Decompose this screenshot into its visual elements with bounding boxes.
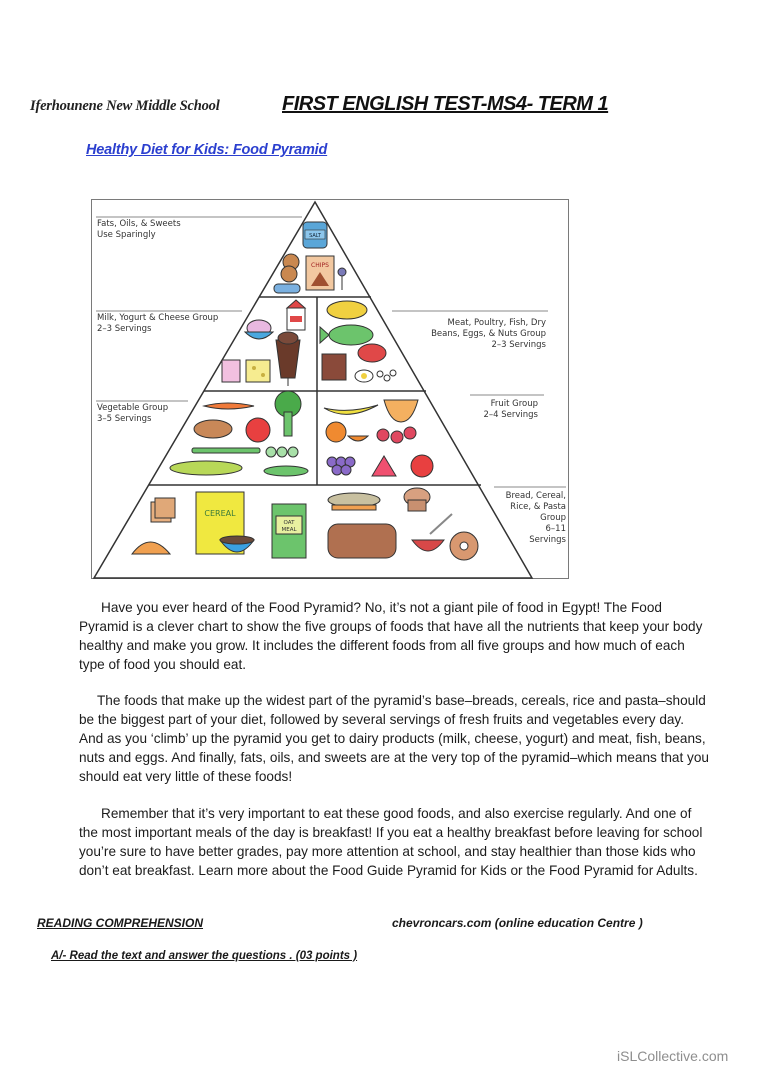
svg-text:CHIPS: CHIPS [311,262,329,269]
source-credit: chevroncars.com (online education Centre ) [392,916,643,930]
steak-icon [358,344,386,362]
svg-text:OAT: OAT [283,520,295,526]
group-label-vegetable: Vegetable Group 3–5 Servings [97,403,169,424]
food-pyramid-diagram [92,200,570,580]
group-label-meat: Meat, Poultry, Fish, Dry Beans, Eggs, & Nuts Group 2–3 Servings [431,318,546,350]
green-beans-icon [192,448,260,453]
potato-icon [194,420,232,438]
group-label-bread: Bread, Cereal, Rice, & Pasta Group 6–11 Servings [505,491,566,545]
paragraph-3: Remember that it’s very important to eat these good foods, and also exercise regularly. And one of the most important meals of the day is breakfast! If you eat a healthy breakfast before leaving for school you’re sure to have better grades, pay more attention at school, and stay healthier than those kids who don’t eat breakfast. Learn more about the Food Guide Pyramid for Kids or the Food Pyramid for Adults. [79,806,703,878]
svg-text:SALT: SALT [309,233,321,239]
oatmeal-box-icon [272,504,306,558]
svg-text:MEAL: MEAL [281,527,297,533]
food-pyramid-figure [91,199,569,579]
apple-icon [411,455,433,477]
chips-bag-icon [306,256,334,290]
watermark: iSLCollective.com [617,1048,729,1064]
cucumber-slices-icon [266,447,298,457]
salt-shaker-icon [303,222,327,248]
question-instruction: A/- Read the text and answer the questions . (03 points ) [51,950,358,962]
candy-icon [274,284,300,293]
group-label-fats: Fats, Oils, & Sweets Use Sparingly [97,219,181,240]
paragraph-2: The foods that make up the widest part of the pyramid’s base–breads, cereals, rice and pasta–should be the biggest part of your diet, followed by several servings of fresh fruits and vegetables every day. And as you ‘climb’ up the pyramid you get to dairy products (milk, cheese, yogurt) and meat, fish, beans, nuts and eggs. And finally, fats, oils, and sweets are at the very top of the pyramid–which means that you should eat very little of these foods! [79,693,709,784]
test-title: FIRST ENGLISH TEST-MS4- TERM 1 [282,93,609,115]
egg-icon [355,370,373,382]
bread-loaf-icon [328,524,396,558]
cheese-icon [246,360,270,382]
paragraph-1: Have you ever heard of the Food Pyramid? No, it’s not a giant pile of food in Egypt! The Food Pyramid is a clever chart to show the five groups of foods that have all the nutrients that keep your body healthy and make you grow. It includes the different foods from all five groups and how much of each type of food you should eat. [79,600,703,672]
peas-pod-icon [264,466,308,476]
ice-cream-bowl-icon [245,320,273,339]
article-title: Healthy Diet for Kids: Food Pyramid [86,142,328,158]
school-name: Iferhounene New Middle School [30,98,220,114]
svg-text:CEREAL: CEREAL [204,509,236,518]
peanut-butter-jar-icon [322,354,346,380]
bagel-icon [450,532,478,560]
yogurt-cup-icon [222,360,240,382]
group-label-fruit: Fruit Group 2–4 Servings [483,399,538,420]
corn-icon [170,461,242,475]
muffin-icon [404,488,430,511]
crackers-icon [151,498,175,522]
group-label-milk: Milk, Yogurt & Cheese Group 2–3 Servings [97,313,219,334]
pasta-plate-icon [328,493,380,510]
tomato-icon [246,418,270,442]
section-heading-reading: READING COMPREHENSION [37,916,204,930]
chicken-icon [327,301,367,319]
cookies-icon [281,254,299,282]
